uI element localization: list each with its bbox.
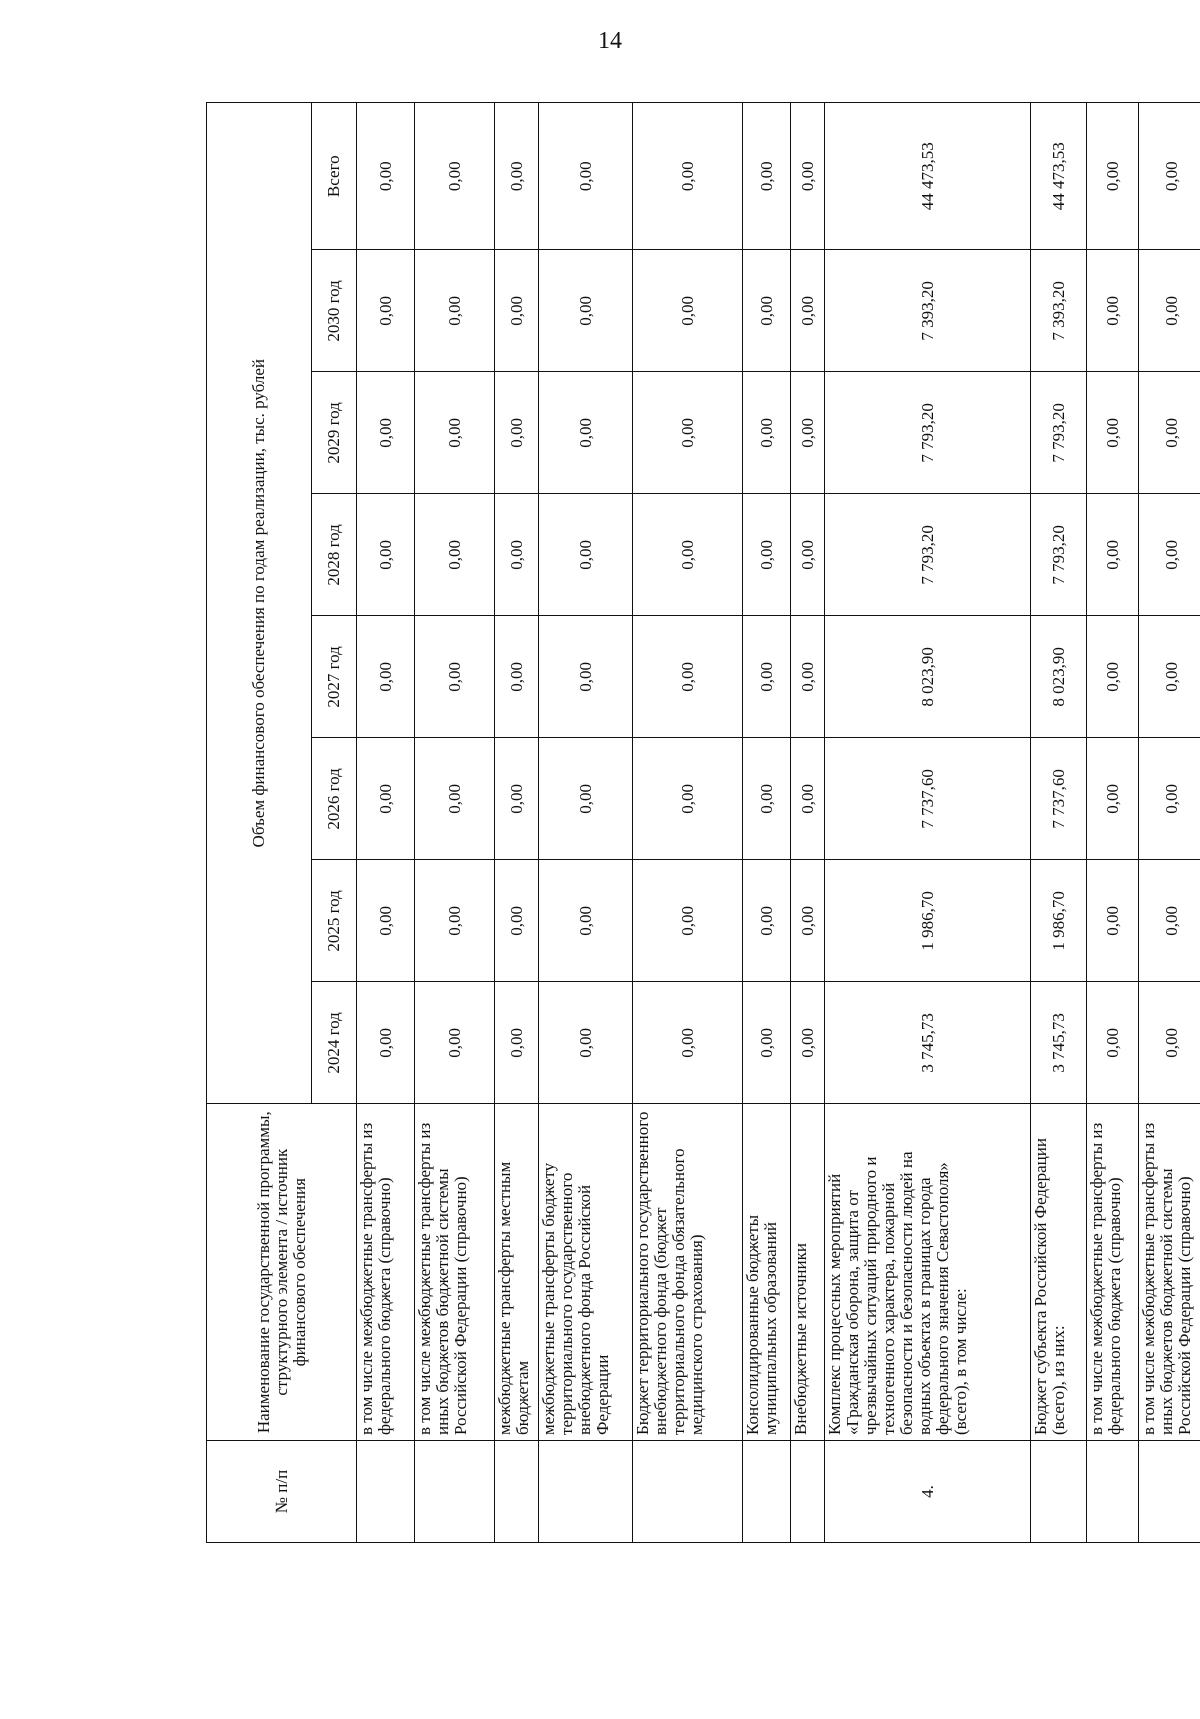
row-year-value: 0,00 <box>1139 860 1200 982</box>
row-year-value: 0,00 <box>495 860 539 982</box>
row-number <box>539 1440 633 1542</box>
row-year-value: 0,00 <box>743 738 791 860</box>
row-name: Консолидированные бюджеты муниципальных образований <box>743 1104 791 1441</box>
row-year-value: 0,00 <box>1087 372 1139 494</box>
row-total-value: 0,00 <box>1139 103 1200 250</box>
row-year-value: 7 793,20 <box>825 372 1031 494</box>
row-year-value: 0,00 <box>633 738 743 860</box>
row-year-value: 0,00 <box>495 372 539 494</box>
table-row <box>825 103 1031 1543</box>
row-year-value: 0,00 <box>743 860 791 982</box>
row-year-value: 7 793,20 <box>825 494 1031 616</box>
row-year-value: 0,00 <box>743 982 791 1104</box>
row-total-value: 0,00 <box>539 103 633 250</box>
row-year-value: 0,00 <box>495 616 539 738</box>
row-year-value: 0,00 <box>539 860 633 982</box>
row-year-value: 0,00 <box>495 250 539 372</box>
row-number <box>357 1440 415 1542</box>
row-year-value: 0,00 <box>791 738 825 860</box>
row-number <box>1087 1440 1139 1542</box>
row-year-value: 0,00 <box>633 372 743 494</box>
row-year-value: 0,00 <box>539 738 633 860</box>
row-total-value: 0,00 <box>633 103 743 250</box>
row-year-value: 0,00 <box>539 616 633 738</box>
row-year-value: 0,00 <box>415 738 495 860</box>
row-name: в том числе межбюджетные трансферты из федерального бюджета (справочно) <box>1087 1104 1139 1441</box>
row-year-value: 7 737,60 <box>825 738 1031 860</box>
row-year-value: 3 745,73 <box>825 982 1031 1104</box>
row-number <box>743 1440 791 1542</box>
row-year-value: 0,00 <box>1087 860 1139 982</box>
row-number <box>415 1440 495 1542</box>
row-year-value: 0,00 <box>357 982 415 1104</box>
table-row <box>1087 103 1139 1543</box>
row-year-value: 0,00 <box>357 860 415 982</box>
row-year-value: 7 393,20 <box>825 250 1031 372</box>
row-year-value: 0,00 <box>415 982 495 1104</box>
row-year-value: 0,00 <box>791 250 825 372</box>
row-name: Бюджет субъекта Российской Федерации (всего), из них: <box>1031 1104 1087 1441</box>
row-number <box>495 1440 539 1542</box>
row-total-value: 0,00 <box>743 103 791 250</box>
row-year-value: 0,00 <box>539 372 633 494</box>
row-total-value: 44 473,53 <box>1031 103 1087 250</box>
row-year-value: 0,00 <box>415 860 495 982</box>
row-total-value: 44 473,53 <box>825 103 1031 250</box>
header-total: Всего <box>312 103 357 250</box>
row-year-value: 0,00 <box>743 494 791 616</box>
row-total-value: 0,00 <box>357 103 415 250</box>
table-row <box>495 103 539 1543</box>
row-year-value: 0,00 <box>633 250 743 372</box>
row-year-value: 0,00 <box>357 250 415 372</box>
row-year-value: 0,00 <box>415 494 495 616</box>
header-year: 2030 год <box>312 250 357 372</box>
row-year-value: 0,00 <box>357 372 415 494</box>
row-name: в том числе межбюджетные трансферты из федерального бюджета (справочно) <box>357 1104 415 1441</box>
row-year-value: 7 737,60 <box>1031 738 1087 860</box>
row-year-value: 0,00 <box>633 616 743 738</box>
row-year-value: 0,00 <box>1139 982 1200 1104</box>
row-year-value: 0,00 <box>1087 982 1139 1104</box>
header-year: 2028 год <box>312 494 357 616</box>
row-year-value: 0,00 <box>1087 250 1139 372</box>
row-year-value: 0,00 <box>357 616 415 738</box>
row-number <box>633 1440 743 1542</box>
row-year-value: 0,00 <box>633 982 743 1104</box>
row-year-value: 0,00 <box>1139 738 1200 860</box>
header-num: № п/п <box>207 1440 357 1542</box>
row-year-value: 0,00 <box>791 372 825 494</box>
row-year-value: 0,00 <box>743 616 791 738</box>
row-year-value: 8 023,90 <box>1031 616 1087 738</box>
row-year-value: 0,00 <box>633 494 743 616</box>
row-year-value: 7 393,20 <box>1031 250 1087 372</box>
row-name: Бюджет территориального государственного внебюджетного фонда (бюджет территориального фонда обязательного медицинского страхования) <box>633 1104 743 1441</box>
row-year-value: 0,00 <box>1087 494 1139 616</box>
row-year-value: 0,00 <box>1139 372 1200 494</box>
row-name: в том числе межбюджетные трансферты из иных бюджетов бюджетной системы Российской Федерации (справочно) <box>415 1104 495 1441</box>
row-number <box>791 1440 825 1542</box>
row-year-value: 0,00 <box>791 860 825 982</box>
header-year: 2025 год <box>312 860 357 982</box>
row-total-value: 0,00 <box>1087 103 1139 250</box>
row-year-value: 0,00 <box>791 616 825 738</box>
row-year-value: 0,00 <box>495 494 539 616</box>
table-row <box>791 103 825 1543</box>
row-year-value: 0,00 <box>1087 738 1139 860</box>
header-year: 2027 год <box>312 616 357 738</box>
row-year-value: 0,00 <box>1139 250 1200 372</box>
row-year-value: 0,00 <box>495 982 539 1104</box>
row-year-value: 3 745,73 <box>1031 982 1087 1104</box>
row-number: 4. <box>825 1440 1031 1542</box>
row-year-value: 0,00 <box>357 738 415 860</box>
row-name: Комплекс процессных мероприятий «Гражданская оборона, защита от чрезвычайных ситуаций природного и техногенного характера, пожарной безопасности и безопасности людей на водных объектах в границах города федерального значения Севастополя» (всего), в том числе: <box>825 1104 1031 1441</box>
financing-table <box>206 102 1200 1543</box>
row-name: межбюджетные трансферты местным бюджетам <box>495 1104 539 1441</box>
table-row <box>1139 103 1200 1543</box>
row-name: Внебюджетные источники <box>791 1104 825 1441</box>
table-row <box>743 103 791 1543</box>
row-year-value: 7 793,20 <box>1031 494 1087 616</box>
header-volume: Объем финансового обеспечения по годам реализации, тыс. рублей <box>207 103 312 1104</box>
row-year-value: 0,00 <box>1139 616 1200 738</box>
row-year-value: 7 793,20 <box>1031 372 1087 494</box>
table-row <box>539 103 633 1543</box>
row-number <box>1139 1440 1200 1542</box>
table-row <box>415 103 495 1543</box>
row-year-value: 0,00 <box>743 372 791 494</box>
header-year: 2024 год <box>312 982 357 1104</box>
row-total-value: 0,00 <box>415 103 495 250</box>
header-year: 2026 год <box>312 738 357 860</box>
row-year-value: 0,00 <box>539 494 633 616</box>
row-year-value: 0,00 <box>1139 494 1200 616</box>
row-year-value: 0,00 <box>791 494 825 616</box>
row-year-value: 0,00 <box>415 372 495 494</box>
row-year-value: 1 986,70 <box>1031 860 1087 982</box>
header-year: 2029 год <box>312 372 357 494</box>
row-year-value: 8 023,90 <box>825 616 1031 738</box>
row-year-value: 0,00 <box>415 616 495 738</box>
row-total-value: 0,00 <box>495 103 539 250</box>
row-name: межбюджетные трансферты бюджету территориального государственного внебюджетного фонда Российской Федерации <box>539 1104 633 1441</box>
row-year-value: 0,00 <box>357 494 415 616</box>
row-number <box>1031 1440 1087 1542</box>
row-total-value: 0,00 <box>791 103 825 250</box>
row-year-value: 0,00 <box>539 982 633 1104</box>
row-year-value: 1 986,70 <box>825 860 1031 982</box>
row-year-value: 0,00 <box>633 860 743 982</box>
row-year-value: 0,00 <box>415 250 495 372</box>
table-body <box>357 103 1200 1543</box>
header-name: Наименование государственной программы, структурного элемента / источник финансового обеспечения <box>207 1104 357 1441</box>
row-year-value: 0,00 <box>495 738 539 860</box>
table-row <box>357 103 415 1543</box>
row-year-value: 0,00 <box>743 250 791 372</box>
row-name: в том числе межбюджетные трансферты из иных бюджетов бюджетной системы Российской Федерации (справочно) <box>1139 1104 1200 1441</box>
row-year-value: 0,00 <box>539 250 633 372</box>
page-number: 14 <box>598 28 622 54</box>
row-year-value: 0,00 <box>791 982 825 1104</box>
row-year-value: 0,00 <box>1087 616 1139 738</box>
table-row <box>633 103 743 1543</box>
rotated-table-wrapper <box>206 102 1194 1543</box>
table-row <box>1031 103 1087 1543</box>
